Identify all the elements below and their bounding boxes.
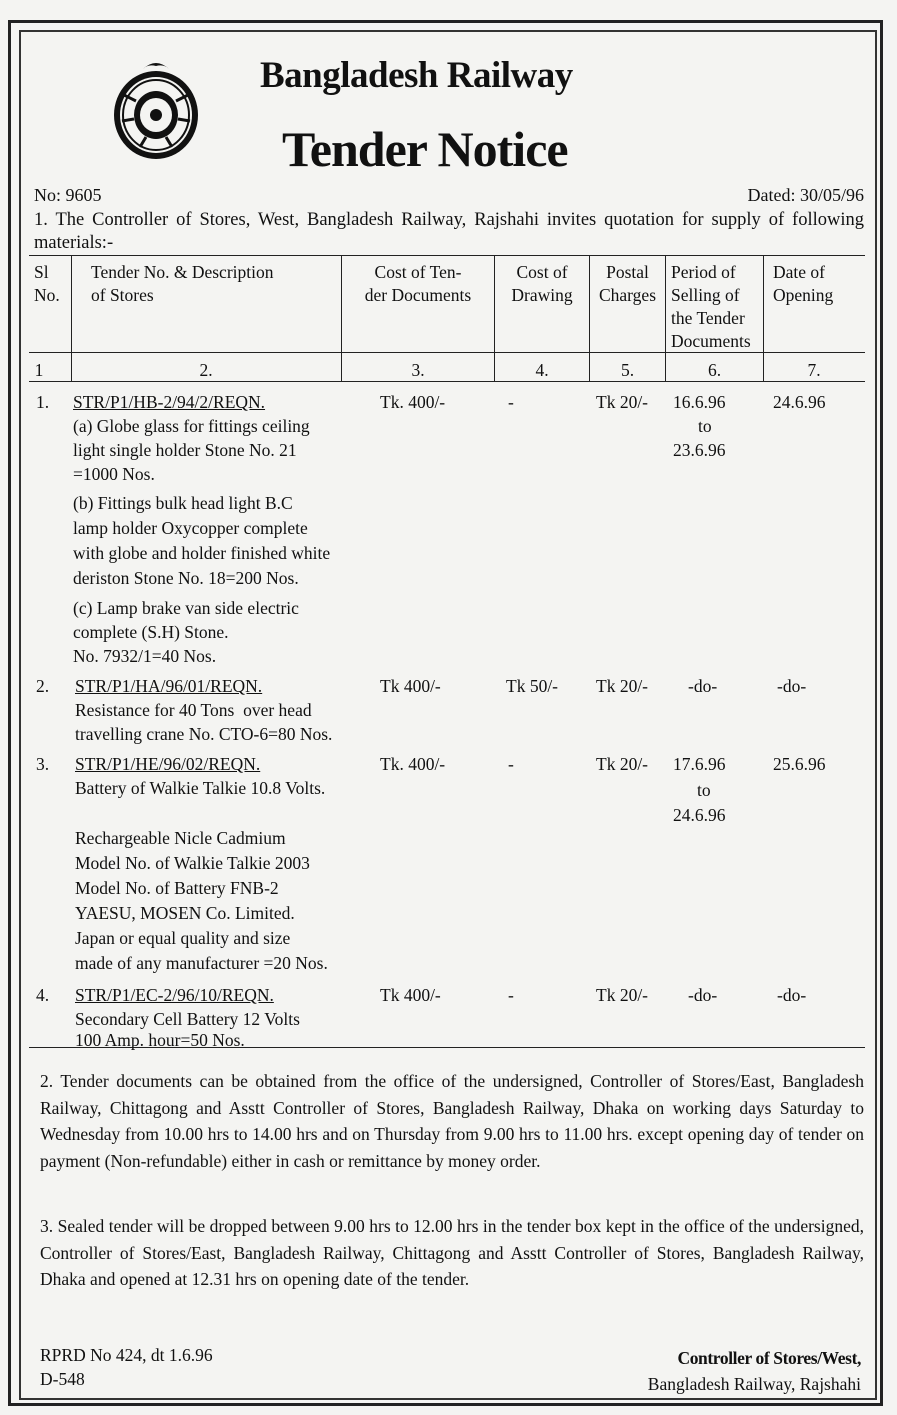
notice-date: Dated: 30/05/96 (747, 185, 864, 205)
col-number: 2. (199, 360, 213, 380)
description-line: Model No. of Walkie Talkie 2003 (75, 853, 310, 873)
cost-drawing: - (508, 985, 514, 1005)
row-sl: 2. (36, 676, 50, 696)
description-line: deriston Stone No. 18=200 Nos. (73, 568, 299, 588)
col-number: 4. (535, 360, 549, 380)
row-sl: 3. (36, 754, 50, 774)
row-sl: 1. (36, 392, 50, 412)
header-sl: Sl No. (34, 262, 60, 305)
description-line: YAESU, MOSEN Co. Limited. (75, 903, 295, 923)
description-line: Rechargeable Nicle Cadmium (75, 828, 286, 848)
header-postal-charges: Postal Charges (598, 262, 657, 305)
cost-documents: Tk. 400/- (380, 754, 446, 774)
description-line: made of any manufacturer =20 Nos. (75, 953, 328, 973)
d-number: D-548 (40, 1369, 85, 1389)
signatory: Controller of Stores/West, (677, 1348, 861, 1368)
intro-paragraph: 1. The Controller of Stores, West, Bangladesh Railway, Rajshahi invites quotation for supply of following materials:- (34, 210, 864, 253)
org-name: Bangladesh Railway (260, 55, 573, 96)
opening-date: -do- (777, 676, 807, 696)
period-to-word: to (698, 416, 712, 436)
cost-drawing: Tk 50/- (506, 676, 559, 696)
postal-charges: Tk 20/- (596, 985, 649, 1005)
table-top-rule (29, 255, 865, 256)
postal-charges: Tk 20/- (596, 392, 649, 412)
description-line: (a) Globe glass for fittings ceiling (73, 416, 310, 436)
description-line: (b) Fittings bulk head light B.C (73, 493, 293, 513)
col-number: 1 (34, 360, 44, 380)
description-line: light single holder Stone No. 21 (73, 440, 297, 460)
period-from: 17.6.96 (673, 754, 726, 774)
tender-number: STR/P1/HB-2/94/2/REQN. (73, 392, 266, 412)
period-from: 16.6.96 (673, 392, 726, 412)
description-line: with globe and holder finished white (73, 543, 331, 563)
postal-charges: Tk 20/- (596, 754, 649, 774)
cost-documents: Tk. 400/- (380, 392, 446, 412)
description-line: Japan or equal quality and size (75, 928, 291, 948)
signatory-org: Bangladesh Railway, Rajshahi (647, 1374, 861, 1394)
description-line: Model No. of Battery FNB-2 (75, 878, 279, 898)
cost-drawing: - (508, 392, 514, 412)
period-to-word: to (697, 780, 711, 800)
notice-number: No: 9605 (34, 185, 102, 205)
opening-date: -do- (777, 985, 807, 1005)
opening-date: 24.6.96 (773, 392, 826, 412)
description-line: (c) Lamp brake van side electric (73, 598, 299, 618)
paragraph-documents: 2. Tender documents can be obtained from the office of the undersigned, Controller of Stores/East, Bangladesh Railway, Chittagong and Asstt Controller of Stores, Bangladesh Railway, Dhaka on working days Saturday to Wednesday from 10.00 hrs to 14.00 hrs and on Thursday from 9.00 hrs to 11.00 hrs. except opening day of tender on payment (Non-refundable) either in cash or remittance by money order. (40, 1071, 864, 1171)
description-line: Resistance for 40 Tons over head (75, 700, 312, 720)
postal-charges: Tk 20/- (596, 676, 649, 696)
cost-drawing: - (508, 754, 514, 774)
period-from: -do- (688, 676, 718, 696)
header-cost-drawing: Cost of Drawing (511, 262, 573, 305)
header-period-selling: Period of Selling of the Tender Documents (671, 262, 751, 351)
cost-documents: Tk 400/- (380, 676, 441, 696)
period-to: 23.6.96 (673, 440, 726, 460)
tender-number: STR/P1/EC-2/96/10/REQN. (75, 985, 274, 1005)
tender-number: STR/P1/HE/96/02/REQN. (75, 754, 261, 774)
col-number: 6. (707, 360, 722, 380)
description-line: Secondary Cell Battery 12 Volts (75, 1009, 300, 1029)
description-line: Battery of Walkie Talkie 10.8 Volts. (75, 778, 326, 798)
description-line: travelling crane No. CTO-6=80 Nos. (75, 724, 333, 744)
bangladesh-railway-emblem-icon (110, 55, 202, 159)
description-line: complete (S.H) Stone. (73, 622, 229, 642)
row-sl: 4. (36, 985, 50, 1005)
description-line: lamp holder Oxycopper complete (73, 518, 308, 538)
cost-documents: Tk 400/- (380, 985, 441, 1005)
col-number: 7. (807, 360, 821, 380)
header-date-opening: Date of Opening (773, 262, 834, 305)
col-number: 3. (411, 360, 425, 380)
description-line: 100 Amp. hour=50 Nos. (75, 1030, 245, 1050)
period-to: 24.6.96 (673, 805, 726, 825)
description-line: No. 7932/1=40 Nos. (73, 646, 217, 666)
paragraph-sealed-tender: 3. Sealed tender will be dropped between 9.00 hrs to 12.00 hrs in the tender box kept in the office of the undersigned, Controller of Stores/East, Bangladesh Railway, Chittagong and Asstt Controller of Stores, Bangladesh Railway, Dhaka and opened at 12.31 hrs on opening date of the tender. (40, 1216, 864, 1289)
period-from: -do- (688, 985, 718, 1005)
description-line: =1000 Nos. (73, 464, 155, 484)
header-description: Tender No. & Description of Stores (91, 262, 274, 305)
rprd-number: RPRD No 424, dt 1.6.96 (40, 1345, 213, 1365)
table-number-rule (29, 381, 865, 382)
col-number: 5. (620, 360, 635, 380)
page-title: Tender Notice (282, 121, 568, 177)
header-cost-documents: Cost of Ten- der Documents (364, 262, 472, 305)
tender-number: STR/P1/HA/96/01/REQN. (75, 676, 263, 696)
opening-date: 25.6.96 (773, 754, 826, 774)
